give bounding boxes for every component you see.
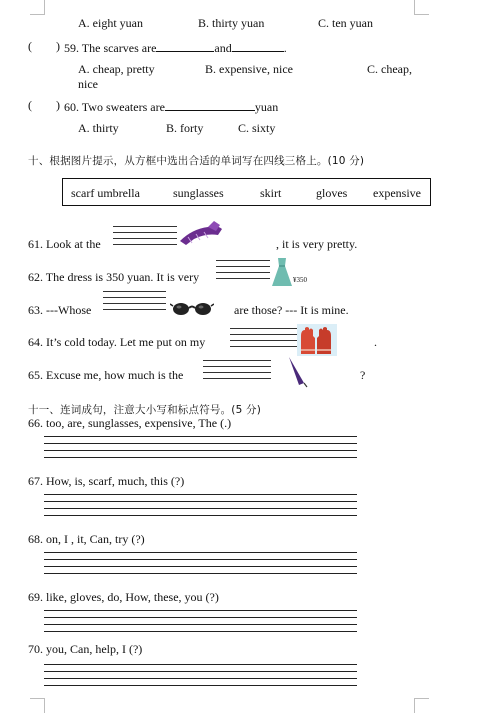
q60-paren-close: ) [56, 98, 60, 112]
q58-option-a: A. eight yuan [78, 16, 143, 30]
q63-text-after: are those? --- It is mine. [234, 303, 349, 317]
umbrella-icon [286, 355, 312, 389]
q59-blank-2[interactable] [232, 39, 284, 52]
q66-prompt: 66. too, are, sunglasses, expensive, The (.) [28, 416, 232, 430]
section10-title: 十、根据图片提示，从方框中选出合适的单词写在四线三格上。(10 分) [28, 155, 365, 167]
q65-text: 65. Excuse me, how much is the [28, 368, 184, 382]
q60-paren-open: ( [28, 98, 32, 112]
q58-option-b: B. thirty yuan [198, 16, 265, 30]
q59-paren-open: ( [28, 39, 32, 53]
q60-stem-pre: 60. Two sweaters are [64, 100, 165, 114]
word-bank-word: sunglasses [173, 186, 224, 200]
q60-stem [64, 98, 278, 115]
q59-paren-close: ) [56, 39, 60, 53]
q69-prompt: 69. like, gloves, do, How, these, you (?) [28, 590, 219, 604]
price-tag: ¥350 [293, 276, 307, 284]
q64-text-after: . [374, 335, 377, 349]
corner-mark-bottom-right [414, 698, 429, 713]
word-bank-word: scarf umbrella [71, 186, 140, 200]
word-bank-word: expensive [373, 186, 421, 200]
q60-blank[interactable] [165, 98, 255, 111]
word-bank-word: gloves [316, 186, 348, 200]
q59-stem [64, 39, 287, 56]
q59-stem-mid: and [214, 41, 232, 55]
q61-text: 61. Look at the [28, 237, 101, 251]
q59-stem-pre: 59. The scarves are [64, 41, 157, 55]
q60-option-c: C. sixty [238, 121, 276, 135]
q70-prompt: 70. you, Can, help, I (?) [28, 642, 143, 656]
scarf-icon [178, 219, 226, 247]
q62-text: 62. The dress is 350 yuan. It is very [28, 270, 200, 284]
q60-option-b: B. forty [166, 121, 204, 135]
q68-prompt: 68. on, I , it, Can, try (?) [28, 532, 145, 546]
q59-option-b: B. expensive, nice [205, 62, 293, 76]
corner-mark-top-right [414, 0, 429, 15]
q59-option-c: C. cheap, [367, 62, 412, 76]
word-bank-box [62, 178, 431, 206]
word-bank-word: skirt [260, 186, 282, 200]
q65-text-after: ? [360, 368, 366, 382]
q58-option-c: C. ten yuan [318, 16, 373, 30]
q67-prompt: 67. How, is, scarf, much, this (?) [28, 474, 185, 488]
gloves-icon [297, 324, 337, 356]
q60-option-a: A. thirty [78, 121, 119, 135]
q64-text: 64. It’s cold today. Let me put on my [28, 335, 206, 349]
q60-stem-end: yuan [254, 100, 279, 114]
corner-mark-top-left [30, 0, 45, 15]
q59-option-c-cont: nice [78, 77, 98, 91]
q63-text: 63. ---Whose [28, 303, 92, 317]
dress-icon [270, 256, 294, 288]
q59-stem-end: . [283, 41, 287, 55]
q61-text-after: , it is very pretty. [276, 237, 358, 251]
q59-blank-1[interactable] [156, 39, 214, 52]
corner-mark-bottom-left [30, 698, 45, 713]
q59-option-a: A. cheap, pretty [78, 62, 155, 76]
sunglasses-icon [170, 300, 214, 318]
section11-title: 十一、连词成句，注意大小写和标点符号。(5 分) [28, 404, 262, 416]
